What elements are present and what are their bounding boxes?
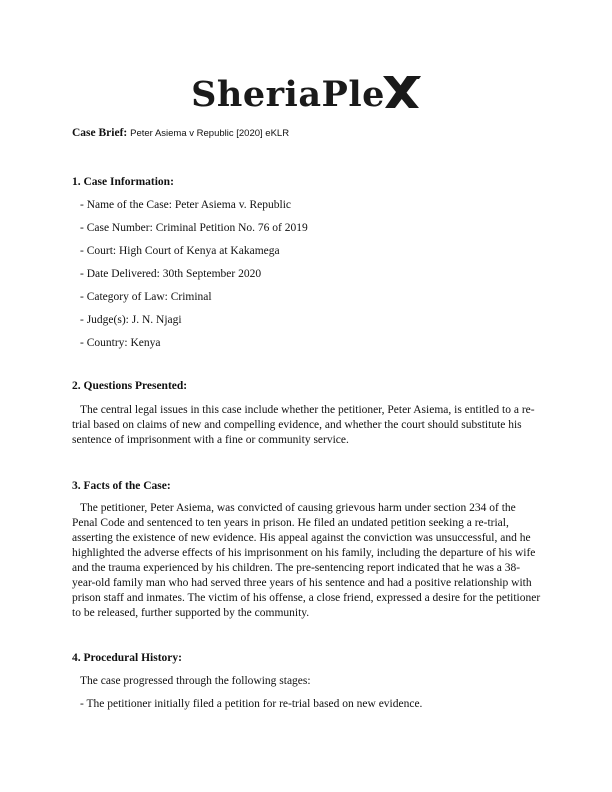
info-case-number: - Case Number: Criminal Petition No. 76 of 2019: [80, 222, 308, 234]
sheriaplex-logo: [0, 74, 612, 115]
logo-x-mark: [381, 74, 421, 110]
case-brief-line: [72, 127, 289, 139]
info-case-name: - Name of the Case: Peter Asiema v. Republic: [80, 199, 291, 211]
procedural-history-item: - The petitioner initially filed a petition for re-trial based on new evidence.: [80, 698, 423, 710]
info-court: - Court: High Court of Kenya at Kakamega: [80, 245, 280, 257]
procedural-history-intro: The case progressed through the following stages:: [80, 675, 311, 687]
case-brief-title: Peter Asiema v Republic [2020] eKLR: [130, 128, 290, 139]
logo-wordmark: SheriaPle: [191, 74, 385, 115]
questions-presented-text: The central legal issues in this case include whether the petitioner, Peter Asiema, is entitled to a re-trial based on claims of new and compelling evidence, and whether the court should substitute his sentence of imprisonment with a fine or community service.: [72, 404, 535, 446]
facts-heading: 3. Facts of the Case:: [72, 480, 171, 492]
info-date-delivered: - Date Delivered: 30th September 2020: [80, 268, 262, 280]
case-brief-label: Case Brief:: [72, 127, 128, 139]
questions-presented-heading: 2. Questions Presented:: [72, 380, 188, 392]
info-country: - Country: Kenya: [80, 337, 161, 349]
procedural-history-heading: 4. Procedural History:: [72, 652, 182, 664]
info-judges: - Judge(s): J. N. Njagi: [80, 314, 182, 326]
case-information-heading: 1. Case Information:: [72, 176, 174, 188]
facts-text: The petitioner, Peter Asiema, was convicted of causing grievous harm under section 234 of the Penal Code and sentenced to ten years in prison. He filed an undated petition seeking a re-trial, asserting the existence of new evidence. His appeal against the conviction was unsuccessful, and he highlighted the adverse effects of his imprisonment on his family, including the departure of his wife and the trauma experienced by his children. The pre-sentencing report indicated that he was a 38-year-old family man who had served three years of his sentence and had a positive relationship with prison staff and inmates. The victim of his offense, a close friend, expressed a desire for the petitioner to be released, further supported by the community.: [72, 502, 541, 619]
info-category: - Category of Law: Criminal: [80, 291, 212, 303]
